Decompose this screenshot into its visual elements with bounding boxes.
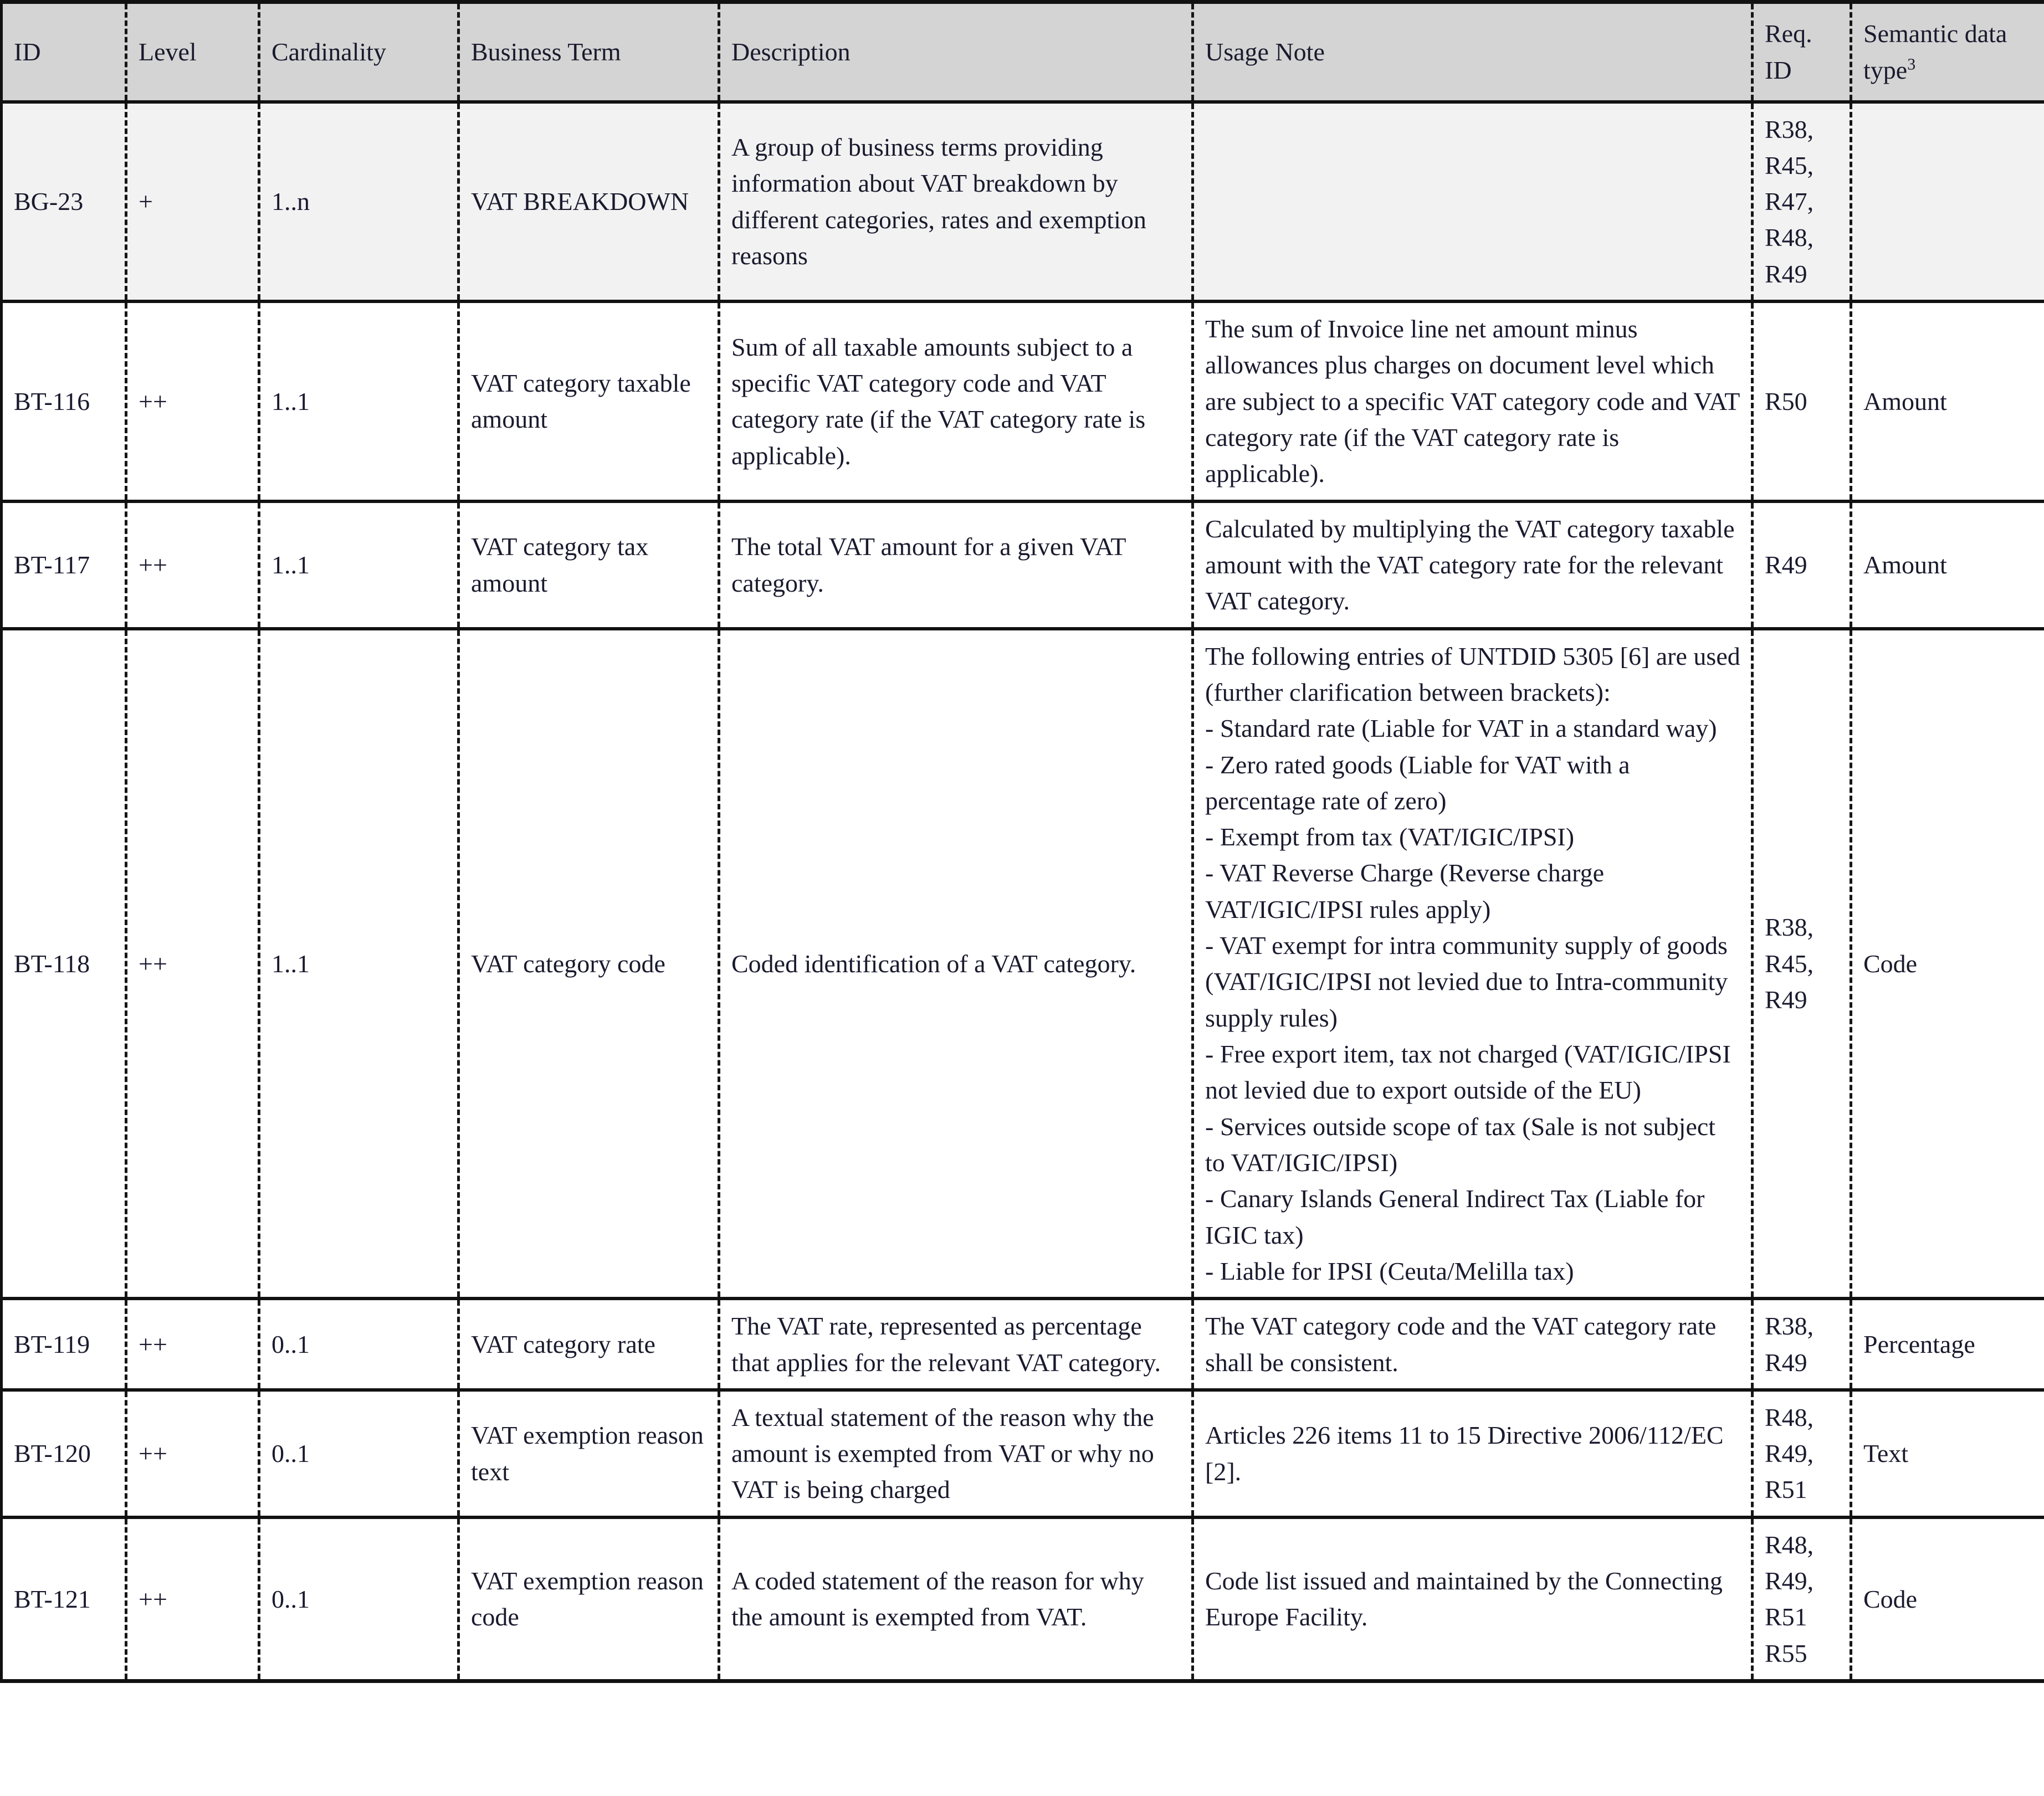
cell-level: ++ [126, 1517, 259, 1681]
usage-note-item: - Services outside scope of tax (Sale is not subject to VAT/IGIC/IPSI) [1205, 1112, 1716, 1177]
column-header-req-id-line1: Req. [1765, 19, 1812, 48]
req-id-item: R55 [1765, 1639, 1807, 1667]
req-id-item: R49 [1765, 259, 1807, 288]
req-id-list [1765, 547, 1840, 583]
cell-req-id [1753, 501, 1851, 629]
table-row [2, 629, 2044, 1299]
cell-semantic-data-type: Amount [1851, 301, 2044, 501]
cell-req-id [1753, 102, 1851, 302]
req-id-item: R51 [1765, 1475, 1807, 1504]
cell-semantic-data-type [1851, 102, 2044, 302]
req-id-item: R48, [1765, 1530, 1814, 1559]
cell-level: ++ [126, 1299, 259, 1390]
column-header-id: ID [2, 2, 126, 102]
cell-business-term: VAT category taxable amount [459, 301, 719, 501]
cell-semantic-data-type: Text [1851, 1390, 2044, 1517]
req-id-item: R47, [1765, 187, 1814, 216]
req-id-item: R49 [1765, 1348, 1807, 1377]
column-header-level: Level [126, 2, 259, 102]
cell-usage-note [1193, 629, 1753, 1299]
cell-usage-note: The sum of Invoice line net amount minus allowances plus charges on document level which are subject to a specific VAT category code and VAT category rate (if the VAT category rate is applicable). [1193, 301, 1753, 501]
req-id-item: R51 [1765, 1603, 1807, 1631]
cell-description: The total VAT amount for a given VAT category. [719, 501, 1193, 629]
table-row [2, 102, 2044, 302]
cell-req-id [1753, 1517, 1851, 1681]
cell-description: Sum of all taxable amounts subject to a specific VAT category code and VAT category rate (if the VAT category rate is applicable). [719, 301, 1193, 501]
cell-cardinality: 1..1 [259, 501, 459, 629]
req-id-item: R48, [1765, 223, 1814, 252]
cell-description: The VAT rate, represented as percentage that applies for the relevant VAT category. [719, 1299, 1193, 1390]
cell-business-term: VAT BREAKDOWN [459, 102, 719, 302]
req-id-item: R49 [1765, 986, 1807, 1014]
req-id-list [1765, 1308, 1840, 1381]
cell-id: BT-117 [2, 501, 126, 629]
cell-cardinality: 1..1 [259, 301, 459, 501]
cell-business-term: VAT category code [459, 629, 719, 1299]
cell-id: BT-118 [2, 629, 126, 1299]
req-id-list [1765, 1399, 1840, 1508]
usage-note-intro: The following entries of UNTDID 5305 [6] are used (further clarification between brackets): [1205, 642, 1740, 706]
usage-note-item: - Liable for IPSI (Ceuta/Melilla tax) [1205, 1256, 1574, 1285]
req-id-item: R49, [1765, 1567, 1814, 1595]
cell-id: BT-116 [2, 301, 126, 501]
table-body [2, 102, 2044, 1681]
column-header-semantic-line1: Semantic [1863, 19, 1959, 48]
req-id-item: R49 [1765, 550, 1807, 579]
usage-note-item: - Standard rate (Liable for VAT in a standard way) [1205, 714, 1717, 743]
req-id-list [1765, 909, 1840, 1018]
cell-level: ++ [126, 629, 259, 1299]
cell-cardinality: 0..1 [259, 1390, 459, 1517]
usage-note-item: - Canary Islands General Indirect Tax (Liable for IGIC tax) [1205, 1184, 1705, 1249]
cell-id: BT-121 [2, 1517, 126, 1681]
cell-id: BG-23 [2, 102, 126, 302]
cell-usage-note [1193, 102, 1753, 302]
cell-description: Coded identification of a VAT category. [719, 629, 1193, 1299]
cell-business-term: VAT exemption reason code [459, 1517, 719, 1681]
cell-semantic-data-type: Percentage [1851, 1299, 2044, 1390]
usage-note-item: - Exempt from tax (VAT/IGIC/IPSI) [1205, 823, 1575, 851]
req-id-item: R38, [1765, 115, 1814, 143]
req-id-list [1765, 1527, 1840, 1671]
cell-usage-note: The VAT category code and the VAT category rate shall be consistent. [1193, 1299, 1753, 1390]
table-header-row [2, 2, 2044, 102]
cell-business-term: VAT category rate [459, 1299, 719, 1390]
req-id-item: R38, [1765, 1312, 1814, 1341]
cell-id: BT-119 [2, 1299, 126, 1390]
column-header-semantic-text: data type [1863, 19, 2007, 84]
cell-semantic-data-type: Code [1851, 629, 2044, 1299]
req-id-item: R38, [1765, 913, 1814, 942]
cell-level: ++ [126, 501, 259, 629]
usage-note-item: - Free export item, tax not charged (VAT/IGIC/IPSI not levied due to export outside of the EU) [1205, 1040, 1731, 1105]
cell-cardinality: 0..1 [259, 1299, 459, 1390]
req-id-item: R50 [1765, 387, 1807, 415]
column-header-semantic-data-type [1851, 2, 2044, 102]
usage-note-item: - VAT exempt for intra community supply of goods (VAT/IGIC/IPSI not levied due to Intra-community supply rules) [1205, 931, 1728, 1032]
cell-cardinality: 1..1 [259, 629, 459, 1299]
cell-level: + [126, 102, 259, 302]
usage-note-list [1205, 638, 1741, 1290]
req-id-item: R48, [1765, 1403, 1814, 1431]
table-header [2, 2, 2044, 102]
req-id-item: R45, [1765, 949, 1814, 978]
table-row [2, 501, 2044, 629]
table-row [2, 301, 2044, 501]
req-id-item: R45, [1765, 151, 1814, 179]
cell-level: ++ [126, 1390, 259, 1517]
table-row [2, 1299, 2044, 1390]
cell-description: A coded statement of the reason for why the amount is exempted from VAT. [719, 1517, 1193, 1681]
cell-description: A textual statement of the reason why the amount is exempted from VAT or why no VAT is being charged [719, 1390, 1193, 1517]
cell-description: A group of business terms providing information about VAT breakdown by different categories, rates and exemption reasons [719, 102, 1193, 302]
cell-business-term: VAT exemption reason text [459, 1390, 719, 1517]
cell-id: BT-120 [2, 1390, 126, 1517]
cell-usage-note: Calculated by multiplying the VAT category taxable amount with the VAT category rate for the relevant VAT category. [1193, 501, 1753, 629]
cell-usage-note: Articles 226 items 11 to 15 Directive 2006/112/EC [2]. [1193, 1390, 1753, 1517]
cell-req-id [1753, 629, 1851, 1299]
cell-req-id [1753, 1299, 1851, 1390]
cell-req-id [1753, 1390, 1851, 1517]
cell-usage-note: Code list issued and maintained by the Connecting Europe Facility. [1193, 1517, 1753, 1681]
column-header-business-term: Business Term [459, 2, 719, 102]
req-id-list [1765, 383, 1840, 419]
req-id-item: R49, [1765, 1439, 1814, 1468]
cell-cardinality: 0..1 [259, 1517, 459, 1681]
cell-cardinality: 1..n [259, 102, 459, 302]
cell-level: ++ [126, 301, 259, 501]
cell-semantic-data-type: Amount [1851, 501, 2044, 629]
usage-note-item: - VAT Reverse Charge (Reverse charge VAT/IGIC/IPSI rules apply) [1205, 859, 1605, 923]
column-header-usage-note: Usage Note [1193, 2, 1753, 102]
column-header-cardinality: Cardinality [259, 2, 459, 102]
footnote-marker-3: 3 [1907, 55, 1916, 74]
usage-note-item: - Zero rated goods (Liable for VAT with a percentage rate of zero) [1205, 750, 1630, 815]
table-row [2, 1390, 2044, 1517]
cell-req-id [1753, 301, 1851, 501]
req-id-list [1765, 111, 1840, 293]
table-row [2, 1517, 2044, 1681]
cell-semantic-data-type: Code [1863, 1584, 1918, 1613]
column-header-req-id [1753, 2, 1851, 102]
cell-business-term: VAT category tax amount [459, 501, 719, 629]
column-header-req-id-line2: ID [1765, 55, 1792, 84]
column-header-description: Description [719, 2, 1193, 102]
